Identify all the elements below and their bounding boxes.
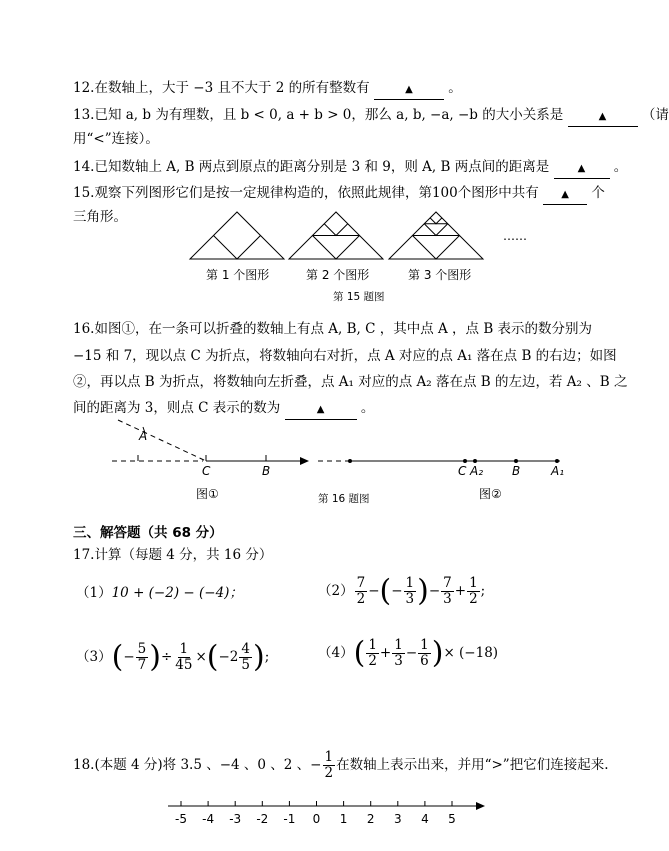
q18-ticks: [175, 801, 456, 826]
q17-title: 17.计算（每题 4 分，共 16 分）: [73, 547, 273, 563]
q17-p3: （3）(− $\frac{5}{7}$ )÷ $\frac{1}{45}$ ×(−2 $\frac{4}{5}$ );: [76, 639, 270, 675]
q17-p1: （1）10 + (−2) − (−4)；: [76, 585, 243, 601]
q13-answer-blank[interactable]: ▲: [568, 106, 638, 127]
q18-tick-label: 2: [366, 812, 375, 826]
q18-tick-label: -2: [256, 812, 269, 826]
q14-line: 14.已知数轴上 A, B 两点到原点的距离分别是 3 和 9，则 A, B 两点间的距离是 ▲ 。: [73, 158, 627, 179]
q15-fig2-label: 第 2 个图形: [306, 268, 370, 282]
q17-p4: （4）( $\frac{1}{2}$ + $\frac{1}{3}$ − $\frac{1}{6}$ )× (−18): [318, 635, 499, 671]
q15-fig1-label: 第 1 个图形: [206, 268, 270, 282]
q16-label-A: A: [139, 429, 148, 443]
q16-caption: 第 16 题图: [318, 493, 370, 505]
q12-answer-blank[interactable]: ▲: [374, 79, 444, 100]
q18-tick-label: -5: [175, 812, 187, 826]
q18-line: 18.(本题 4 分)将 3.5 、−4 、0 、2 、− $\frac{1}{2}$ 在数轴上表示出来，并用“>”把它们连接起来.: [73, 749, 609, 781]
q18-text-b: 在数轴上表示出来，并用“>”把它们连接起来.: [336, 757, 609, 773]
q18-tick-label: 4: [421, 812, 429, 826]
q16-fig2-label: 图②: [479, 487, 502, 501]
q15-ellipsis: ……: [503, 229, 527, 243]
q16-line3: ②，再以点 B 为折点，将数轴向左折叠，点 A₁ 对应的点 A₂ 落在点 B 的左边，若 A₂ 、B 之: [73, 374, 628, 390]
q14-answer-blank[interactable]: ▲: [554, 158, 610, 179]
q16-line2: −15 和 7，现以点 C 为折点，将数轴向右对折，点 A 对应的点 A₁ 落在点 B 的右边；如图: [73, 348, 617, 364]
q15-text: 15.观察下列图形它们是按一定规律构造的，依照此规律，第100个图形中共有: [73, 185, 539, 201]
q16-line4: 间的距离为 3，则点 C 表示的数为 ▲ 。: [73, 399, 374, 420]
q17-p1-expr: 10 + (−2) − (−4)；: [111, 585, 243, 601]
q15-fig3-label: 第 3 个图形: [408, 268, 472, 282]
q13-text: 13.已知 a, b 为有理数，且 b < 0, a + b > 0，那么 a, b, −a, −b 的大小关系是: [73, 107, 564, 123]
q15-caption: 第 15 题图: [333, 291, 385, 303]
q15-answer-blank[interactable]: ▲: [543, 184, 587, 205]
section3-title: 三、解答题（共 68 分）: [73, 525, 223, 541]
q14-text: 14.已知数轴上 A, B 两点到原点的距离分别是 3 和 9，则 A, B 两点间的距离是: [73, 159, 550, 175]
q16-fig1-label: 图①: [196, 487, 219, 501]
q18-tick-label: 0: [312, 812, 321, 826]
q18-tick-label: -3: [229, 812, 242, 826]
q16-answer-blank[interactable]: ▲: [285, 399, 357, 420]
q18-tick-label: 1: [339, 812, 348, 826]
q16-line1: 16.如图①，在一条可以折叠的数轴上有点 A, B, C ，其中点 A ，点 B 表示的数分别为: [73, 321, 593, 337]
q16-label-B: B: [262, 464, 271, 478]
q12-line: 12.在数轴上，大于 −3 且不大于 2 的所有整数有 ▲ 。: [73, 79, 462, 100]
q16-label-B2: B: [512, 464, 521, 478]
q18-tick-label: 5: [448, 812, 456, 826]
q12-text: 12.在数轴上，大于 −3 且不大于 2 的所有整数有: [73, 80, 370, 96]
q18-tick-label: -4: [202, 812, 215, 826]
q15-line: 15.观察下列图形它们是按一定规律构造的，依照此规律，第100个图形中共有 ▲ 个: [73, 184, 605, 205]
q16-label-C2: C: [458, 464, 467, 478]
q18-tick-label: -1: [283, 812, 296, 826]
q15-line2: 三角形。: [73, 209, 127, 225]
q18-tick-label: 3: [393, 812, 402, 826]
q16-label-A1: A₁: [551, 464, 565, 478]
q13-line: 13.已知 a, b 为有理数，且 b < 0, a + b > 0，那么 a, b, −a, −b 的大小关系是 ▲ （请: [73, 106, 669, 127]
q17-p2: （2） $\frac{7}{2}$ −(− $\frac{1}{3}$ )− $\frac{7}{3}$ + $\frac{1}{2}$ ;: [318, 573, 486, 609]
q16-text: 间的距离为 3，则点 C 表示的数为: [73, 400, 281, 416]
q16-label-A2: A₂: [470, 464, 484, 478]
q18-text-a: 18.(本题 4 分)将 3.5 、−4 、0 、2 、−: [73, 757, 322, 773]
q16-label-C: C: [202, 464, 211, 478]
q13-line2: 用“<”连接）。: [73, 131, 159, 147]
